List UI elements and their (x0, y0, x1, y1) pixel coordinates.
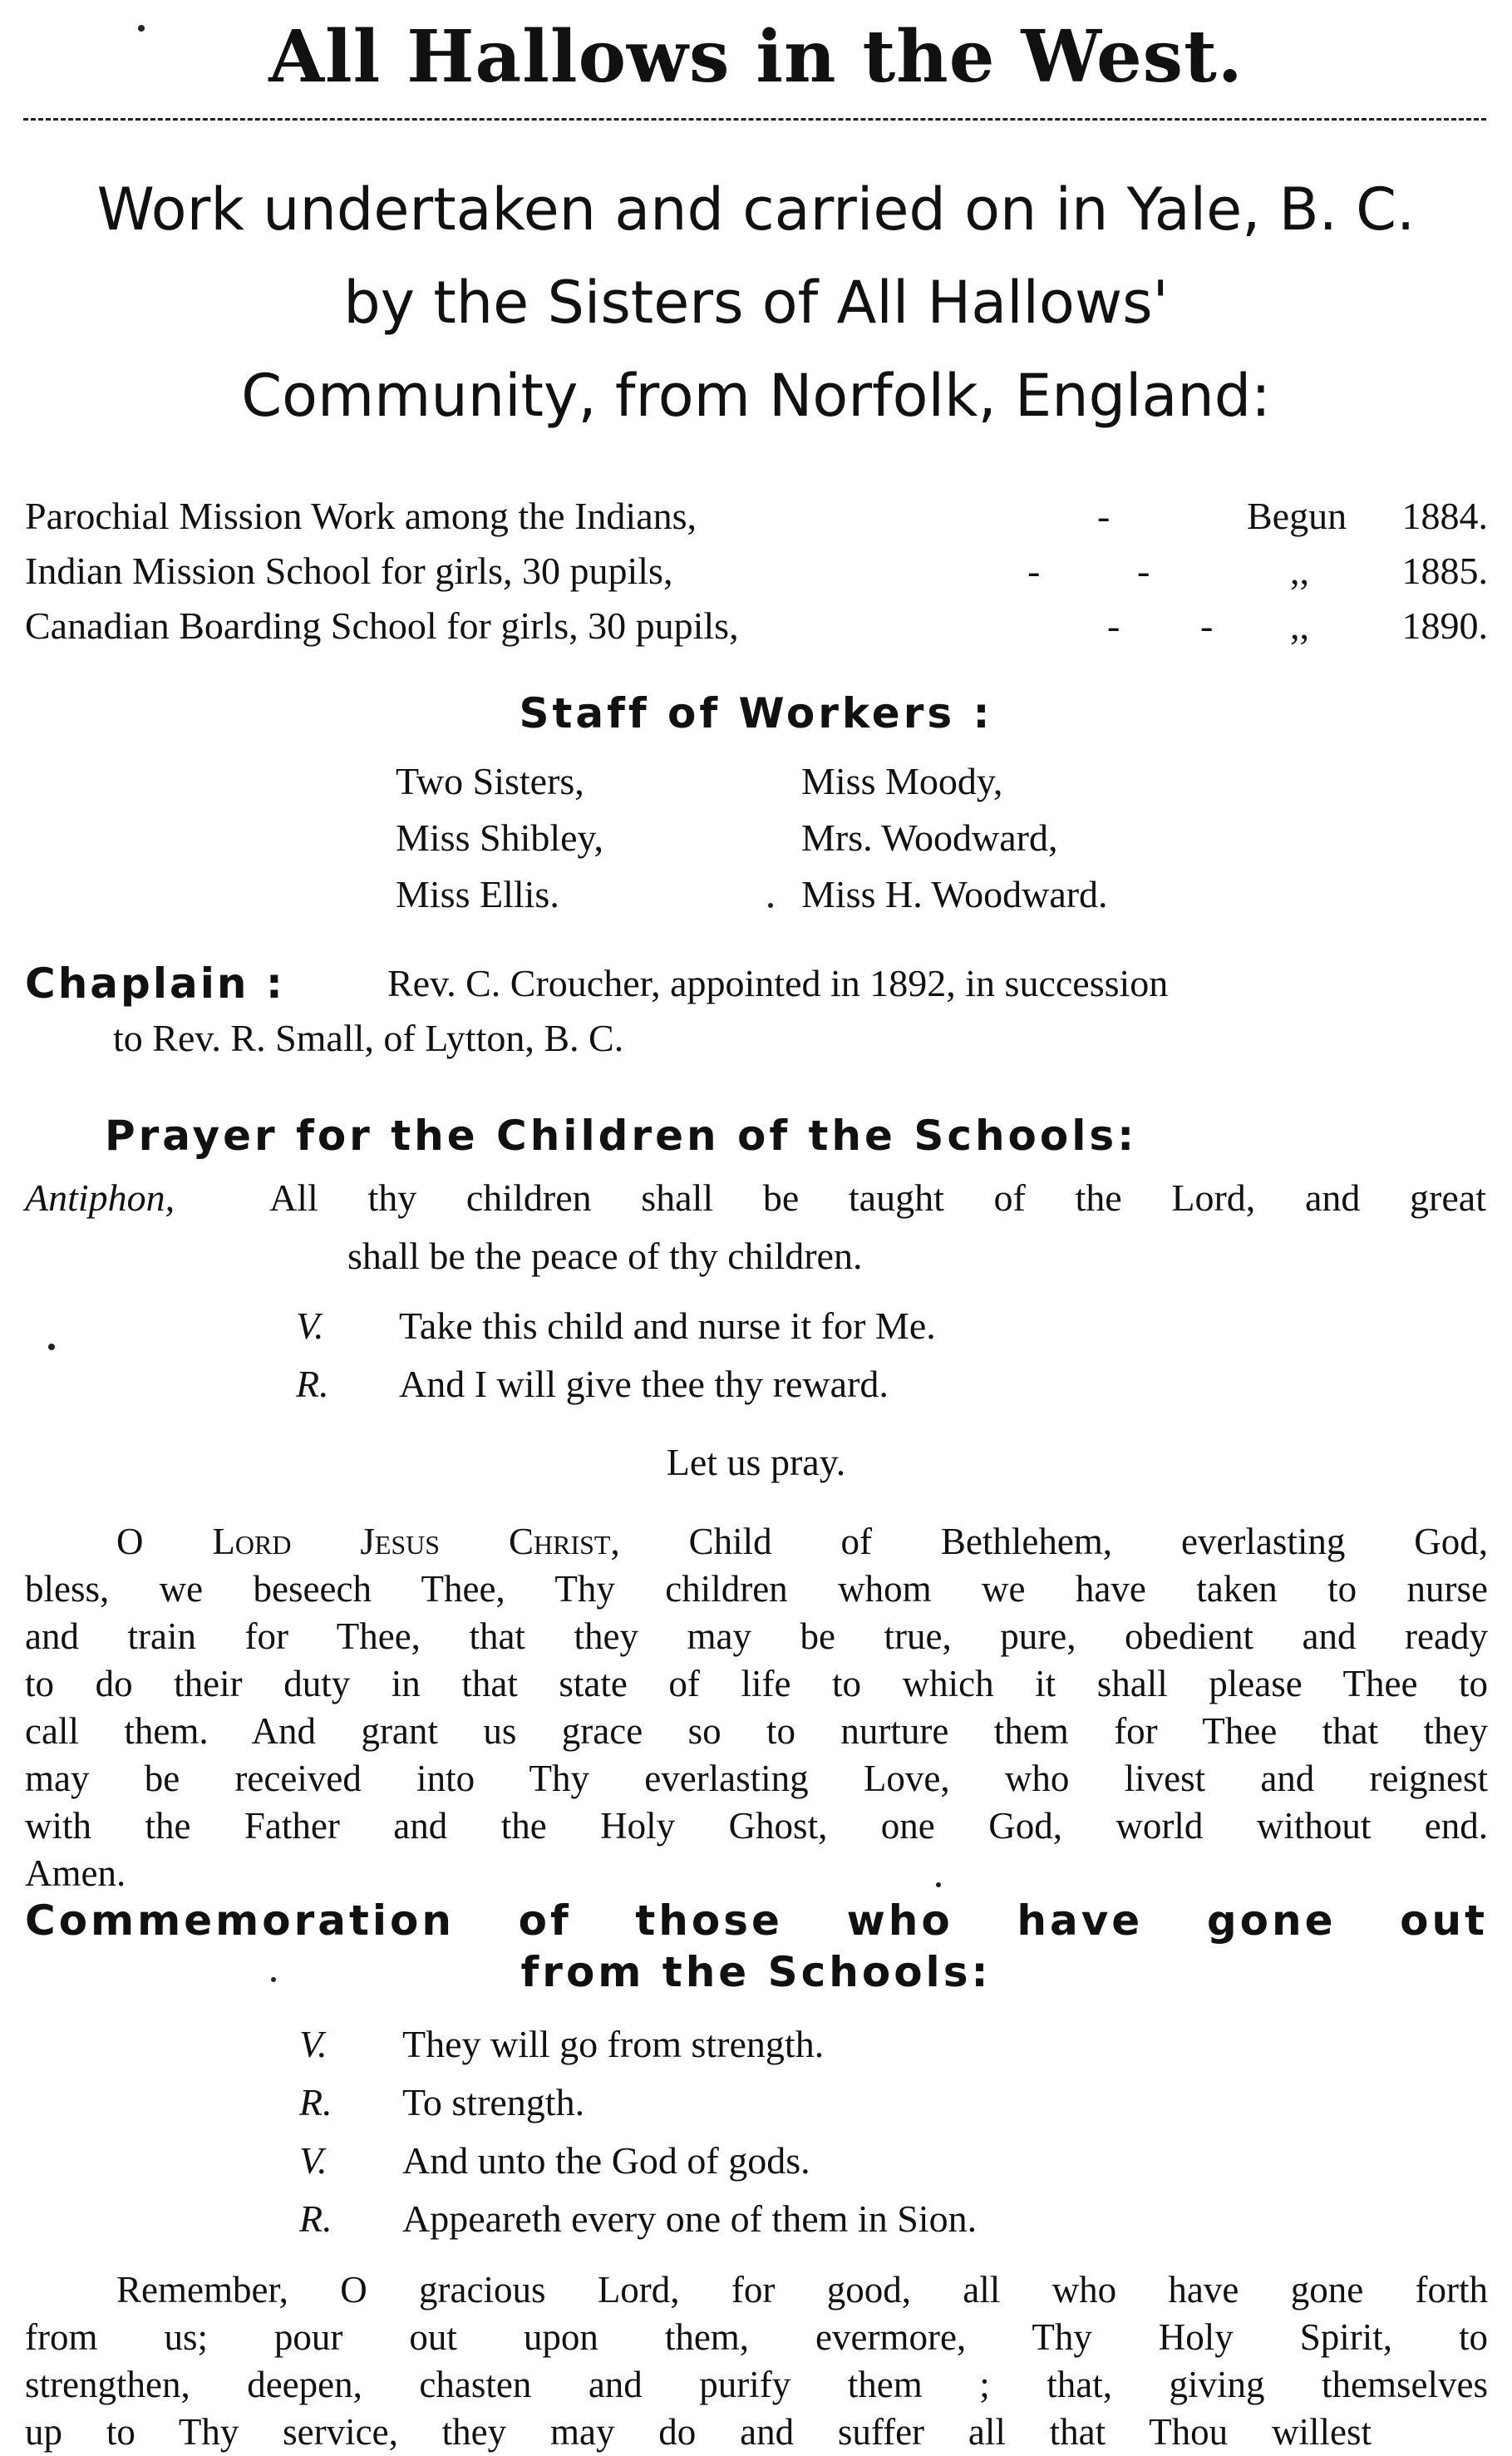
work-description: Parochial Mission Work among the Indians, (25, 495, 697, 537)
response-mark: R. (299, 2197, 332, 2240)
response (299, 2190, 1297, 2248)
print-speck (271, 1977, 276, 1982)
staff-member: Miss Moody, (801, 760, 1003, 802)
small-caps-text: O Lord (116, 1521, 292, 1562)
print-speck (138, 25, 145, 32)
response-text: And I will give thee thy reward. (399, 1363, 889, 1405)
paragraph-line: Amen. (25, 1852, 126, 1894)
print-speck (768, 903, 773, 908)
subtitle-line-3: Community, from Norfolk, England: (241, 362, 1271, 430)
versicle (296, 1297, 1293, 1355)
versicle-text: And unto the God of gods. (402, 2139, 810, 2182)
staff-member: Miss Ellis. (396, 873, 559, 915)
work-row (25, 599, 1488, 653)
paragraph-line: Remember, O gracious Lord, for good, all who have gone forth (116, 2269, 1488, 2311)
paragraph-line: call them. And grant us grace so to nurture them for Thee that they (25, 1710, 1488, 1752)
paragraph-line: strengthen, deepen, chasten and purify them ; that, giving themselves (25, 2364, 1488, 2405)
chaplain-text: Rev. C. Croucher, appointed in 1892, in succession (387, 962, 1169, 1004)
paragraph-line (25, 1518, 1488, 1566)
work-year: 1884. (1401, 495, 1488, 537)
subtitle-line-2: by the Sisters of All Hallows' (343, 269, 1169, 337)
print-speck (48, 1344, 55, 1350)
commemoration-heading-continued: from the Schools: (520, 1948, 992, 1996)
staff-heading: Staff of Workers : (519, 689, 993, 737)
paragraph-line: up to Thy service, they may do and suffer all that Thou willest (25, 2411, 1372, 2453)
let-us-pray: Let us pray. (666, 1441, 846, 1483)
page-title: All Hallows in the West. (268, 15, 1244, 99)
work-year: 1890. (1401, 604, 1488, 647)
leader-dash: - (1137, 550, 1150, 592)
work-ditto: ,, (1290, 550, 1309, 592)
small-caps-text: Jesus Christ, (360, 1521, 620, 1562)
staff-column-left (396, 753, 603, 923)
paragraph-line: and train for Thee, that they may be true, pure, obedient and ready (25, 1615, 1488, 1657)
prayer-paragraph (25, 1518, 1488, 1897)
staff-column-right (801, 753, 1108, 923)
staff-member: Miss H. Woodward. (801, 873, 1108, 915)
staff-member: Two Sisters, (396, 760, 584, 802)
paragraph-line-text: Child of Bethlehem, everlasting God, (688, 1521, 1489, 1562)
paragraph-line: to do their duty in that state of life to which it shall please Thee to (25, 1663, 1488, 1704)
leader-dash: - (1027, 550, 1041, 592)
response (296, 1355, 1293, 1413)
paragraph-line: bless, we beseech Thee, Thy children whom we have taken to nurse (25, 1568, 1488, 1610)
leader-dash: - (1200, 604, 1214, 647)
antiphon-label: Antiphon, (25, 1176, 175, 1219)
versicle (299, 2015, 1297, 2074)
work-row (25, 544, 1488, 599)
work-row (25, 489, 1488, 544)
versicle-text: Take this child and nurse it for Me. (399, 1304, 936, 1347)
versicle-mark: V. (296, 1304, 324, 1347)
title-divider (23, 118, 1486, 121)
response-text: To strength. (402, 2081, 585, 2123)
work-year: 1885. (1401, 550, 1488, 592)
paragraph-line: may be received into Thy everlasting Love, who livest and reignest (25, 1758, 1488, 1799)
staff-member: Mrs. Woodward, (801, 816, 1058, 859)
paragraph-line: with the Father and the Holy Ghost, one God, world without end. (25, 1805, 1488, 1847)
response-mark: R. (299, 2081, 332, 2123)
antiphon-text-continued: shall be the peace of thy children. (347, 1235, 863, 1277)
versicle (299, 2132, 1297, 2190)
response-text: Appeareth every one of them in Sion. (402, 2197, 978, 2240)
work-description: Canadian Boarding School for girls, 30 pupils, (25, 604, 739, 647)
paragraph-line: from us; pour out upon them, evermore, Thy Holy Spirit, to (25, 2316, 1488, 2358)
prayer-heading: Prayer for the Children of the Schools: (105, 1112, 1138, 1160)
leader-dash: - (1107, 604, 1120, 647)
leader-dash: - (1097, 495, 1111, 537)
commemoration-heading: Commemoration of those who have gone out (25, 1896, 1488, 1945)
work-begun: Begun (1247, 495, 1347, 537)
response (299, 2074, 1297, 2132)
work-description: Indian Mission School for girls, 30 pupils, (25, 550, 673, 592)
print-speck (936, 1882, 941, 1887)
versicle-mark: V. (299, 2023, 328, 2065)
chaplain-text-continued: to Rev. R. Small, of Lytton, B. C. (113, 1017, 624, 1059)
response-mark: R. (296, 1363, 329, 1405)
antiphon-text: All thy children shall be taught of the Lord, and great (269, 1176, 1486, 1219)
work-ditto: ,, (1290, 604, 1309, 647)
commemoration-paragraph (25, 2266, 1488, 2456)
versicle-text: They will go from strength. (402, 2023, 825, 2065)
staff-member: Miss Shibley, (396, 816, 604, 859)
chaplain-label: Chaplain : (25, 959, 285, 1008)
subtitle-line-1: Work undertaken and carried on in Yale, B. C. (96, 175, 1416, 244)
versicle-mark: V. (299, 2139, 328, 2182)
